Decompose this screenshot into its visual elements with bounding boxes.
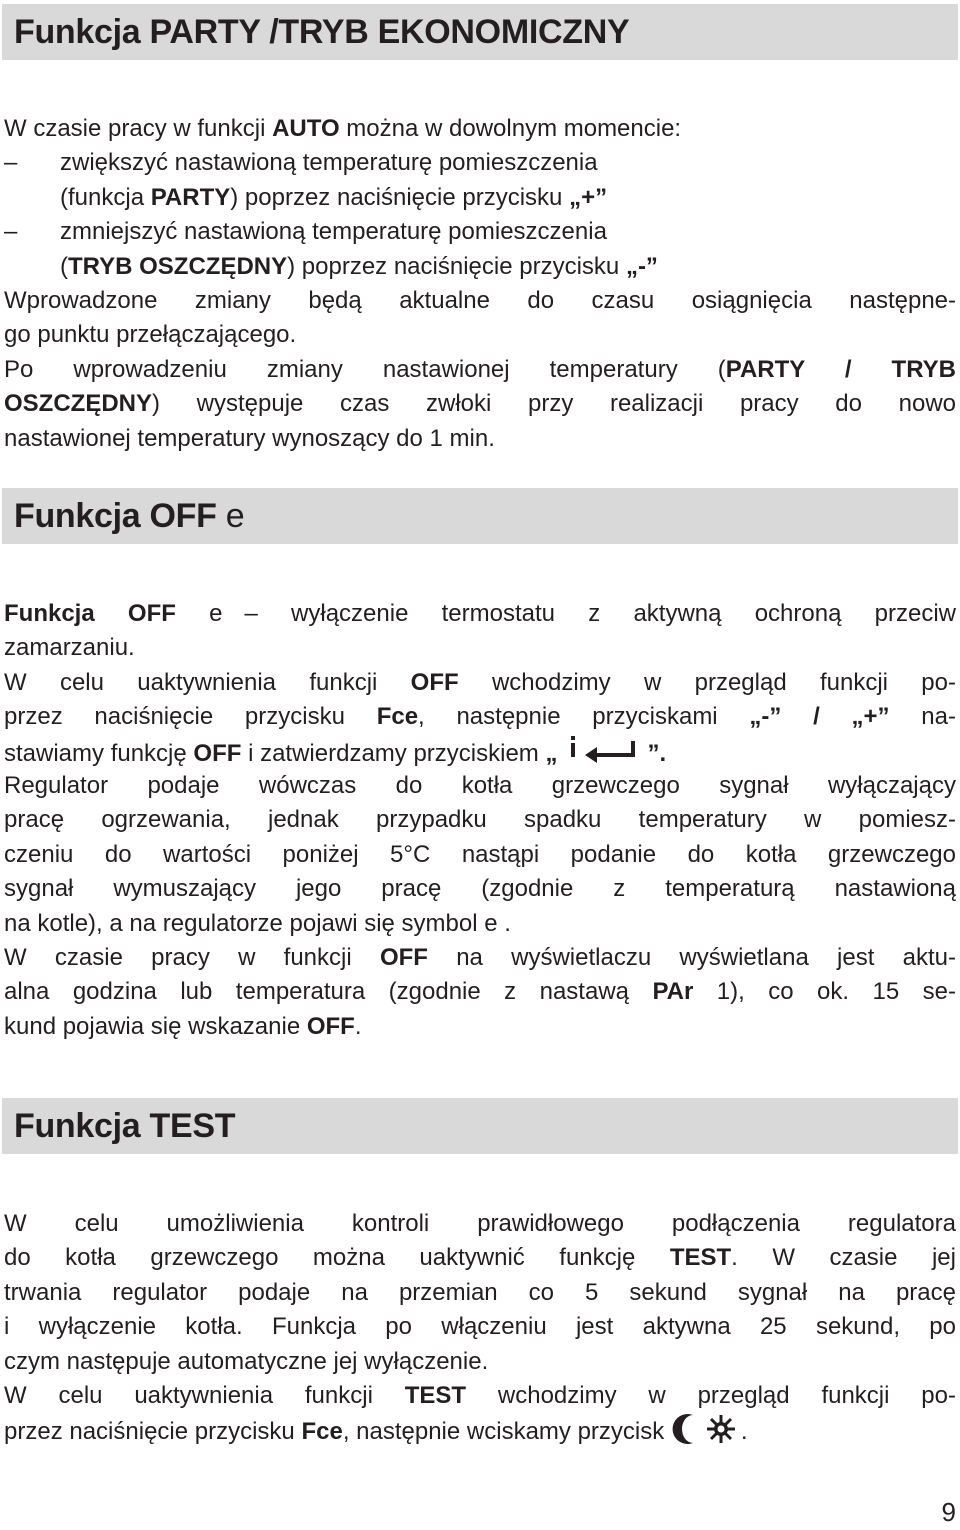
text-line: Wprowadzone zmiany będą aktualne do czasu osiągnięcia następne- — [4, 286, 956, 314]
quote-close: ”. — [647, 739, 667, 767]
text-span: 1), co ok. 15 se- — [693, 978, 956, 1006]
text-line: W celu umożliwienia kontroli prawidłowego podłączenia regulatora — [4, 1210, 956, 1237]
text-span: wchodzimy w przegląd funkcji po- — [466, 1381, 956, 1409]
quote-open: „ — [545, 739, 558, 767]
text-line — [4, 735, 956, 769]
keyword-off: OFF — [410, 668, 459, 696]
keyword-par: PAr — [652, 978, 694, 1006]
section-header-test — [2, 1098, 958, 1154]
section-title-test: Funkcja TEST — [14, 1106, 236, 1145]
minus-key-label: „-” — [625, 252, 658, 280]
text-span: na wyświetlaczu wyświetlana jest aktu- — [427, 943, 956, 971]
page-number: 9 — [941, 1497, 956, 1527]
text-span: Funkcja OFF — [14, 496, 226, 535]
keyword-test: TEST — [669, 1244, 732, 1272]
text-span: kund pojawia się wskazanie — [4, 1012, 307, 1040]
text-line — [4, 353, 956, 387]
text-line — [4, 907, 956, 941]
section-title-party: Funkcja PARTY /TRYB EKONOMICZNY — [14, 12, 630, 51]
info-enter-icon — [557, 735, 647, 773]
text-span: W czasie pracy w funkcji — [4, 115, 273, 142]
text-line: czym następuje automatyczne jej wyłączenie. — [4, 1347, 489, 1375]
text-span: zwiększyć nastawioną temperaturę pomieszczenia — [60, 149, 598, 177]
section-header-party — [2, 4, 958, 60]
keyword-off: OFF — [379, 943, 428, 971]
text-line — [4, 941, 956, 975]
plus-key-label: „+” — [569, 183, 608, 211]
text-line — [4, 1241, 956, 1275]
off-symbol-icon: e — [484, 909, 498, 937]
text-line: sygnał wymuszający jego pracę (zgodnie z temperaturą nastawioną — [4, 875, 956, 903]
keyword-funkcja-off: Funkcja OFF — [4, 600, 210, 627]
text-line — [4, 112, 956, 146]
section-title-off — [14, 497, 244, 536]
text-line: go punktu przełączającego. — [4, 321, 297, 349]
text-span: przez naciśnięcie przycisku — [4, 703, 377, 731]
moon-sun-icon — [671, 1413, 741, 1455]
text-line — [4, 975, 956, 1009]
text-span: . — [740, 1418, 748, 1446]
keyword-party: PARTY — [150, 183, 231, 211]
text-line: pracę ogrzewania, jednak przypadku spadku temperatury w pomiesz- — [4, 806, 956, 834]
dash-bullet: – — [4, 149, 18, 177]
off-symbol-icon: e — [209, 600, 223, 627]
text-line: i wyłączenie kotła. Funkcja po włączeniu jest aktywna 25 sekund, po — [4, 1313, 956, 1341]
text-span: ) poprzez naciśnięcie przycisku — [287, 252, 626, 280]
text-span: (funkcja — [60, 183, 151, 211]
text-line — [4, 1413, 956, 1447]
text-span: zmniejszyć nastawioną temperaturę pomieszczenia — [60, 218, 607, 246]
text-span: , następnie wciskamy przycisk — [342, 1418, 671, 1446]
text-span: przez naciśnięcie przycisku — [4, 1418, 302, 1446]
list-item-continuation — [4, 181, 956, 215]
text-span: , następnie przyciskami — [418, 703, 750, 731]
text-span: można w dowolnym momencie: — [339, 115, 682, 142]
text-span: na- — [889, 703, 956, 731]
text-span: alna godzina lub temperatura (zgodnie z nastawą — [4, 978, 653, 1006]
text-span: – wyłączenie termostatu z aktywną ochroną przeciw — [244, 600, 956, 627]
keyword-oszczedny: OSZCZĘDNY — [4, 390, 153, 418]
text-span: stawiamy funkcję — [4, 739, 194, 767]
text-line — [4, 700, 956, 734]
text-span: wchodzimy w przegląd funkcji po- — [458, 668, 956, 696]
text-line — [4, 1379, 956, 1413]
text-span: ) występuje czas zwłoki przy realizacji pracy do nowo — [152, 390, 956, 418]
keyword-fce: Fce — [376, 703, 419, 731]
keyword-party-tryb: PARTY / TRYB — [725, 355, 956, 383]
text-span: na kotle), a na regulatorze pojawi się symbol — [4, 909, 485, 937]
text-line: czeniu do wartości poniżej 5°C nastąpi podanie do kotła grzewczego — [4, 840, 956, 868]
section-header-off — [2, 488, 958, 544]
keyword-off: OFF — [193, 739, 242, 767]
text-span: W celu uaktywnienia funkcji — [4, 1381, 405, 1409]
text-span: W celu uaktywnienia funkcji — [4, 668, 411, 696]
text-line: Regulator podaje wówczas do kotła grzewczego sygnał wyłączający — [4, 771, 956, 799]
list-item-continuation — [4, 250, 956, 284]
text-span: Po wprowadzeniu zmiany nastawionej temperatury ( — [4, 355, 726, 383]
list-item — [4, 146, 956, 180]
keyword-fce: Fce — [301, 1418, 343, 1446]
keyword-auto: AUTO — [272, 115, 340, 142]
text-line: zamarzaniu. — [4, 634, 135, 662]
text-line — [4, 1010, 956, 1044]
dash-bullet: – — [4, 218, 18, 246]
party-paragraph — [4, 112, 956, 456]
keyword-tryb-oszczedny: TRYB OSZCZĘDNY — [68, 252, 288, 280]
text-span: . — [497, 909, 511, 937]
text-span: i zatwierdzamy przyciskiem — [241, 739, 546, 767]
text-span: ( — [60, 252, 68, 280]
off-symbol-icon: e — [225, 496, 245, 535]
text-line: nastawionej temperatury wynoszący do 1 min. — [4, 424, 495, 452]
text-line — [4, 666, 956, 700]
text-line: trwania regulator podaje na przemian co 5 sekund sygnał na pracę — [4, 1278, 956, 1306]
minus-plus-key-labels: „-” / „+” — [749, 703, 890, 731]
list-item — [4, 215, 956, 249]
text-line — [4, 597, 956, 631]
text-span: . — [354, 1012, 362, 1040]
text-span: do kotła grzewczego można uaktywnić funkcję — [4, 1244, 670, 1272]
test-paragraph — [4, 1207, 956, 1448]
text-line — [4, 387, 956, 421]
keyword-test: TEST — [404, 1381, 467, 1409]
keyword-off: OFF — [306, 1012, 355, 1040]
text-span: . W czasie jej — [731, 1244, 956, 1272]
off-paragraph — [4, 597, 956, 1044]
text-span: W czasie pracy w funkcji — [4, 943, 380, 971]
text-span: ) poprzez naciśnięcie przycisku — [230, 183, 570, 211]
